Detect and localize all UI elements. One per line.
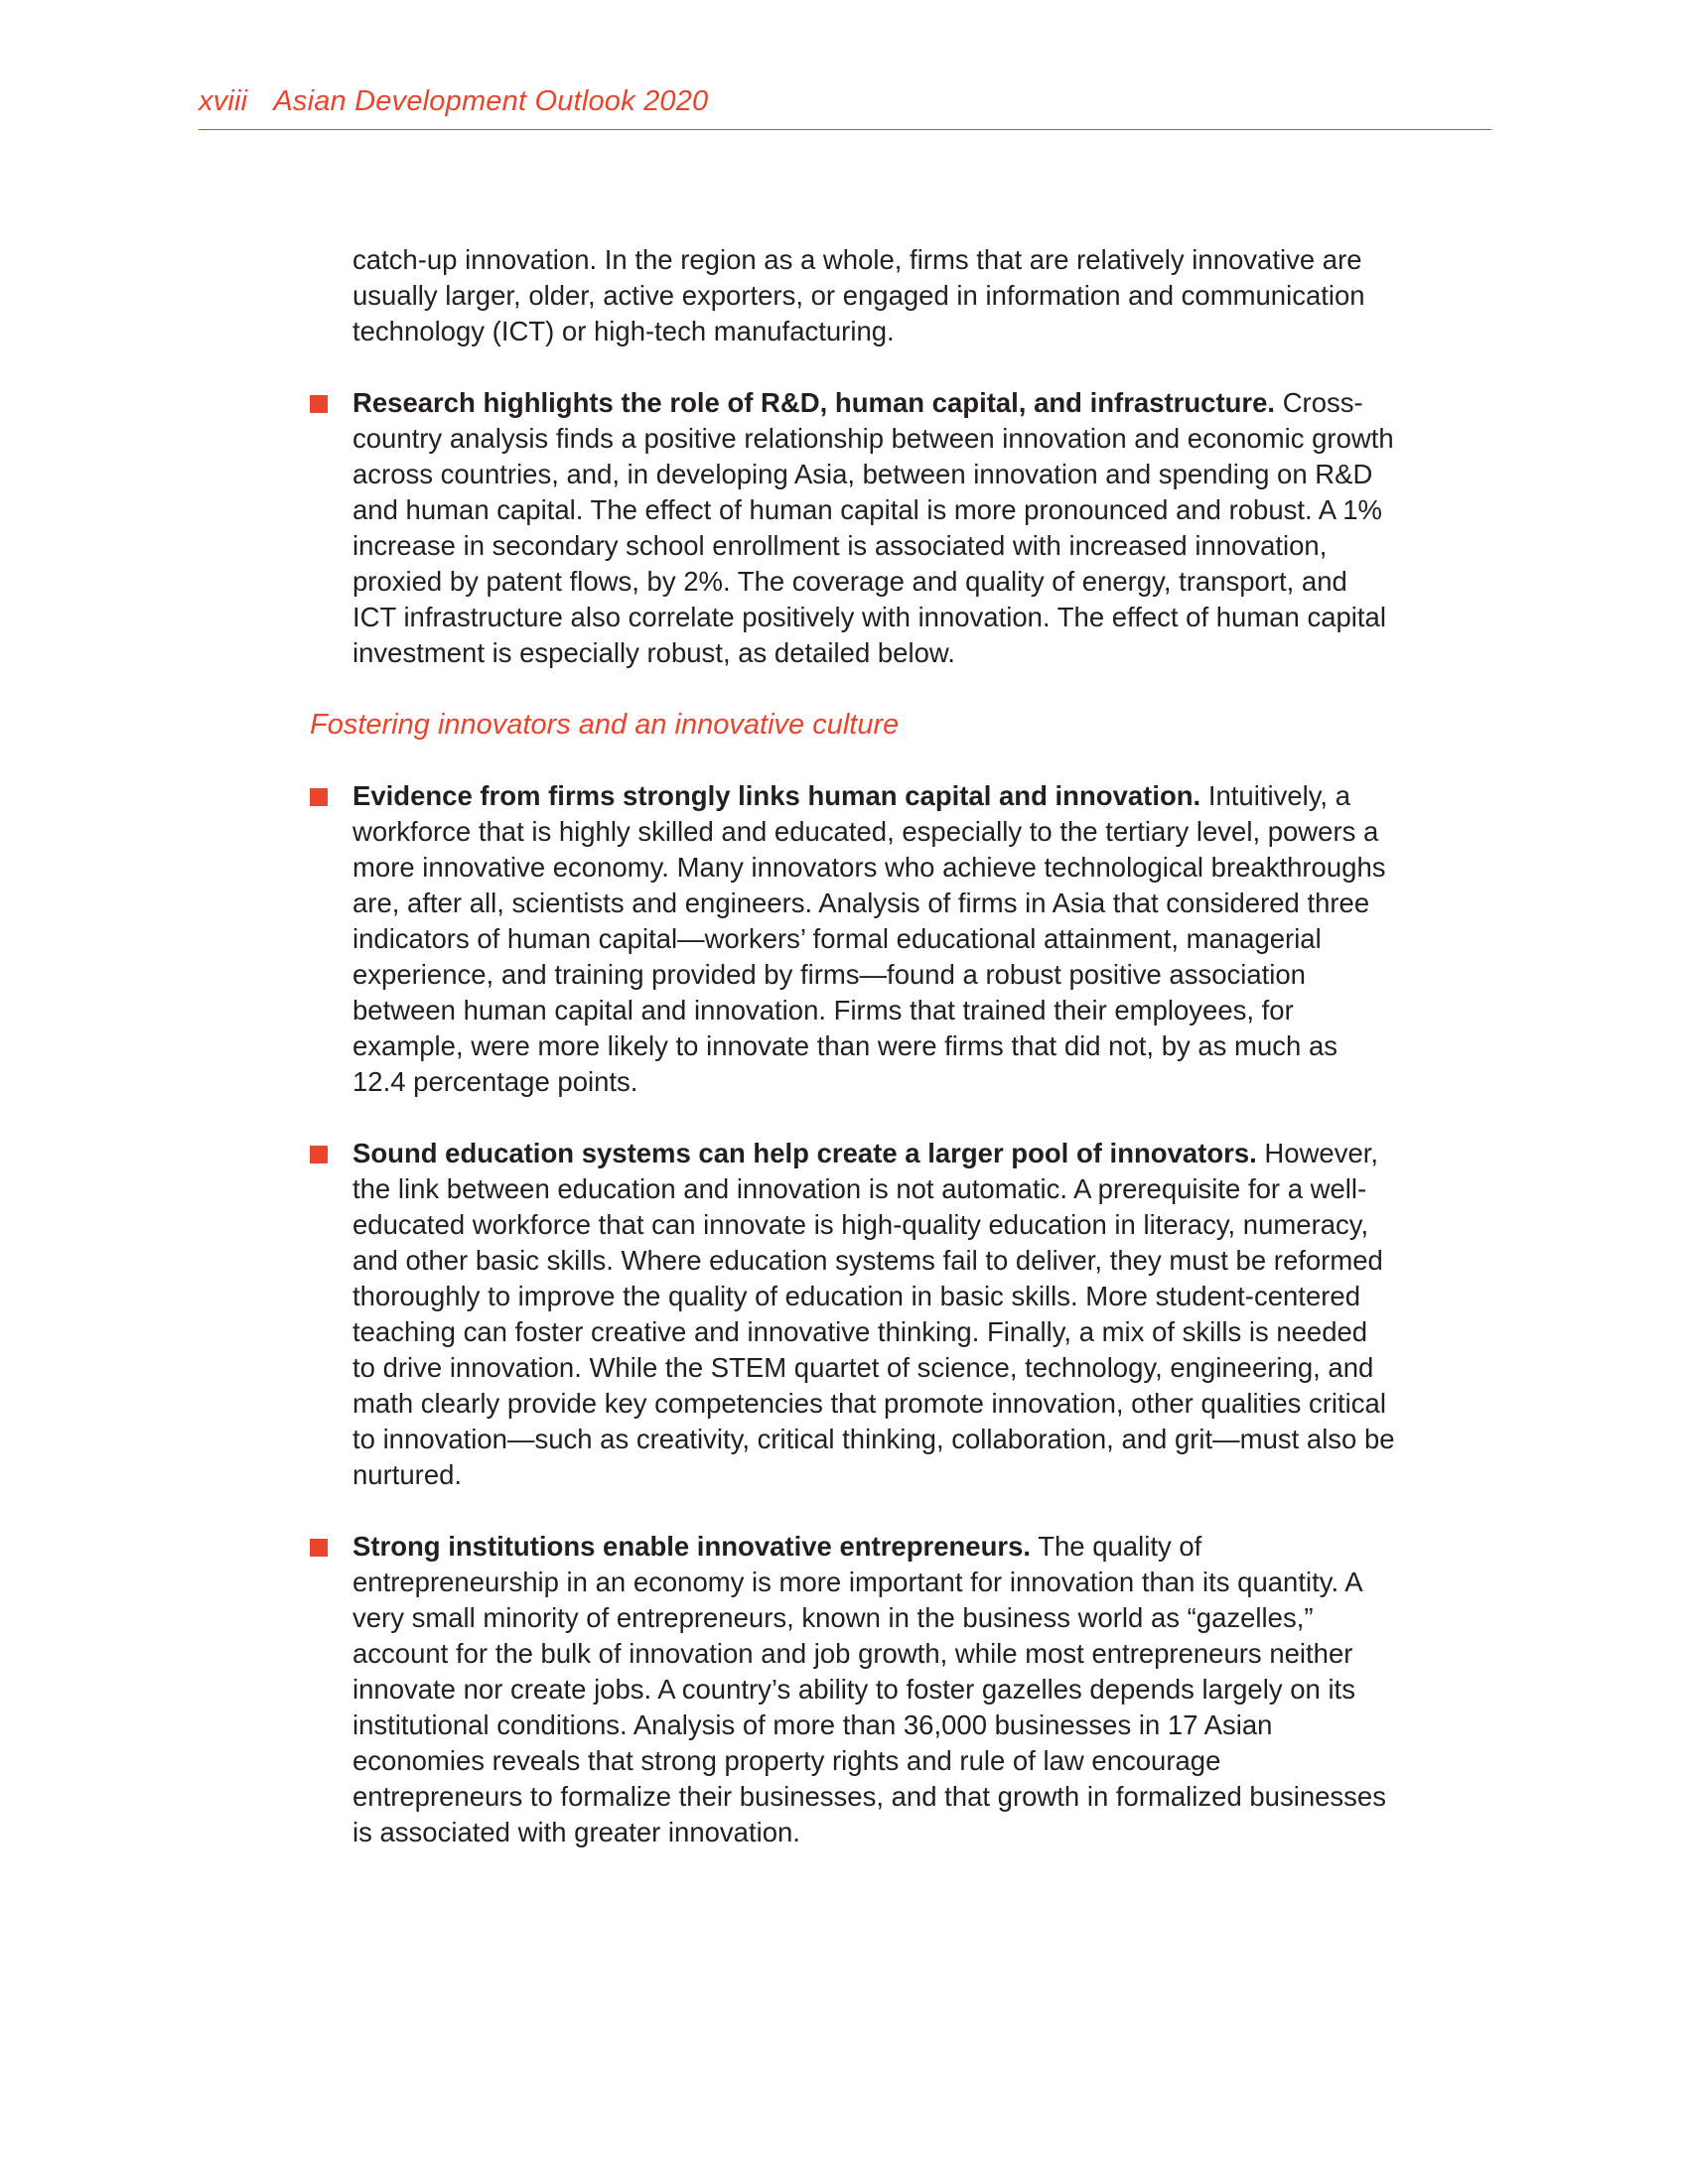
publication-title: Asian Development Outlook 2020 [273, 85, 709, 117]
bullet-body: However, the link between education and innovation is not automatic. A prerequisite for a well-educated workforce that can innovate is high-quality education in literacy, numeracy, and other basic skills. Where education systems fail to deliver, they must be reformed thoroughly to improve the quality of education in basic skills. More student-centered teaching can foster creative and innovative thinking. Finally, a mix of skills is needed to drive innovation. While the STEM quartet of science, technology, engineering, and math clearly provide key competencies that promote innovation, other qualities critical to innovation—such as creativity, critical thinking, collaboration, and grit—must also be nurtured. [352, 1138, 1395, 1490]
bullet-education-systems [352, 1136, 1395, 1493]
bullet-body: Intuitively, a workforce that is highly skilled and educated, especially to the tertiary level, powers a more innovative economy. Many innovators who achieve technological breakthroughs are, after all, scientists and engineers. Analysis of firms in Asia that considered three indicators of human capital—workers’ formal educational attainment, managerial experience, and training provided by firms—found a robust positive association between human capital and innovation. Firms that trained their employees, for example, were more likely to innovate than were firms that did not, by as much as 12.4 percentage points. [352, 780, 1386, 1097]
bullet-lead: Research highlights the role of R&D, human capital, and infrastructure. [352, 387, 1276, 418]
intro-paragraph-block [352, 242, 1395, 349]
bullet-research [352, 385, 1395, 671]
running-head [199, 85, 1491, 130]
bullet-lead: Strong institutions enable innovative entrepreneurs. [352, 1531, 1032, 1562]
bullet-body: The quality of entrepreneurship in an economy is more important for innovation than its quantity. A very small minority of entrepreneurs, known in the business world as “gazelles,” account for the bulk of innovation and job growth, while most entrepreneurs neither innovate nor create jobs. A country’s ability to foster gazelles depends largely on its institutional conditions. Analysis of more than 36,000 businesses in 17 Asian economies reveals that strong property rights and rule of law encourage entrepreneurs to formalize their businesses, and that growth in formalized businesses is associated with greater innovation. [352, 1531, 1386, 1847]
bullet-text [352, 1136, 1395, 1493]
bullet-lead: Sound education systems can help create a larger pool of innovators. [352, 1138, 1257, 1168]
bullet-square-icon [310, 1539, 328, 1557]
bullet-body: Cross-country analysis finds a positive relationship between innovation and economic growth across countries, and, in developing Asia, between innovation and spending on R&D and human capital. The effect of human capital is more pronounced and robust. A 1% increase in secondary school enrollment is associated with increased innovation, proxied by patent flows, by 2%. The coverage and quality of energy, transport, and ICT infrastructure also correlate positively with innovation. The effect of human capital investment is especially robust, as detailed below. [352, 387, 1394, 668]
page-number: xviii [199, 85, 248, 117]
bullet-text [352, 385, 1395, 671]
bullet-square-icon [310, 788, 328, 806]
intro-paragraph: catch-up innovation. In the region as a whole, firms that are relatively innovative are usually larger, older, active exporters, or engaged in information and communication technology (ICT) or high-tech manufacturing. [352, 244, 1365, 346]
bullet-institutions [352, 1529, 1395, 1850]
bullet-lead: Evidence from firms strongly links human capital and innovation. [352, 780, 1201, 811]
bullet-square-icon [310, 1146, 328, 1163]
bullet-text [352, 778, 1395, 1100]
bullet-square-icon [310, 395, 328, 413]
bullet-text [352, 1529, 1395, 1850]
main-content [310, 242, 1395, 1886]
section-heading: Fostering innovators and an innovative culture [310, 709, 900, 741]
bullet-human-capital [352, 778, 1395, 1100]
